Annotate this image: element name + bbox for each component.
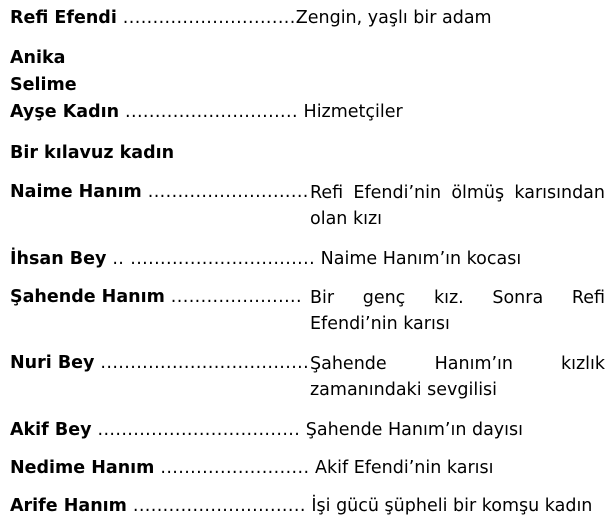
cast-entry-selime — [10, 73, 607, 98]
cast-description: Refi Efendi’nin ölmüş karısından olan kızı — [310, 183, 605, 229]
cast-description: Hizmetçiler — [303, 102, 403, 122]
leader-dots: ........................... — [141, 182, 309, 202]
cast-description: Bir genç kız. Sonra Refi Efendi’nin karısı — [310, 288, 605, 334]
cast-name: Naime Hanım — [10, 182, 142, 202]
cast-entry-nuri — [10, 351, 607, 405]
cast-entry-akif — [10, 418, 607, 443]
cast-description: Akif Efendi’nin karısı — [315, 458, 494, 478]
cast-name: Selime — [10, 75, 77, 95]
cast-description: Şahende Hanım’ın dayısı — [305, 420, 524, 440]
cast-name: Akif Bey — [10, 420, 92, 440]
cast-entry-arife — [10, 494, 607, 519]
leader-dots: ...................... — [164, 287, 302, 307]
cast-entry-sahende — [10, 285, 607, 339]
cast-name: Bir kılavuz kadın — [10, 143, 175, 163]
leader-dots: .. ............................... — [106, 249, 316, 269]
cast-entry-ihsan — [10, 247, 607, 272]
cast-entry-ayse — [10, 100, 607, 125]
leader-dots: ............................. — [119, 102, 298, 122]
cast-name: İhsan Bey — [10, 249, 107, 269]
cast-entry-nedime — [10, 456, 607, 481]
leader-dots: ............................. — [116, 8, 296, 28]
cast-name: Nuri Bey — [10, 353, 95, 373]
cast-description: İşi gücü şüpheli bir komşu kadın — [311, 496, 593, 516]
cast-entry-naime — [10, 180, 607, 234]
cast-name: Anika — [10, 48, 66, 68]
cast-name: Nedime Hanım — [10, 458, 155, 478]
cast-description: Zengin, yaşlı bir adam — [295, 8, 492, 28]
cast-name: Ayşe Kadın — [10, 102, 120, 122]
leader-dots: .................................. — [91, 420, 301, 440]
leader-dots: ......................... — [154, 458, 310, 478]
cast-description: Naime Hanım’ın kocası — [320, 249, 522, 269]
leader-dots: ............................. — [126, 496, 306, 516]
leader-dots: ................................... — [94, 353, 310, 373]
cast-entry-anika — [10, 46, 607, 71]
cast-name: Şahende Hanım — [10, 287, 165, 307]
cast-description: Şahende Hanım’ın kızlık zamanındaki sevgilisi — [310, 354, 605, 400]
cast-entry-refi — [10, 6, 607, 31]
cast-name: Refi Efendi — [10, 8, 117, 28]
cast-entry-kilavuz — [10, 141, 607, 166]
cast-name: Arife Hanım — [10, 496, 127, 516]
